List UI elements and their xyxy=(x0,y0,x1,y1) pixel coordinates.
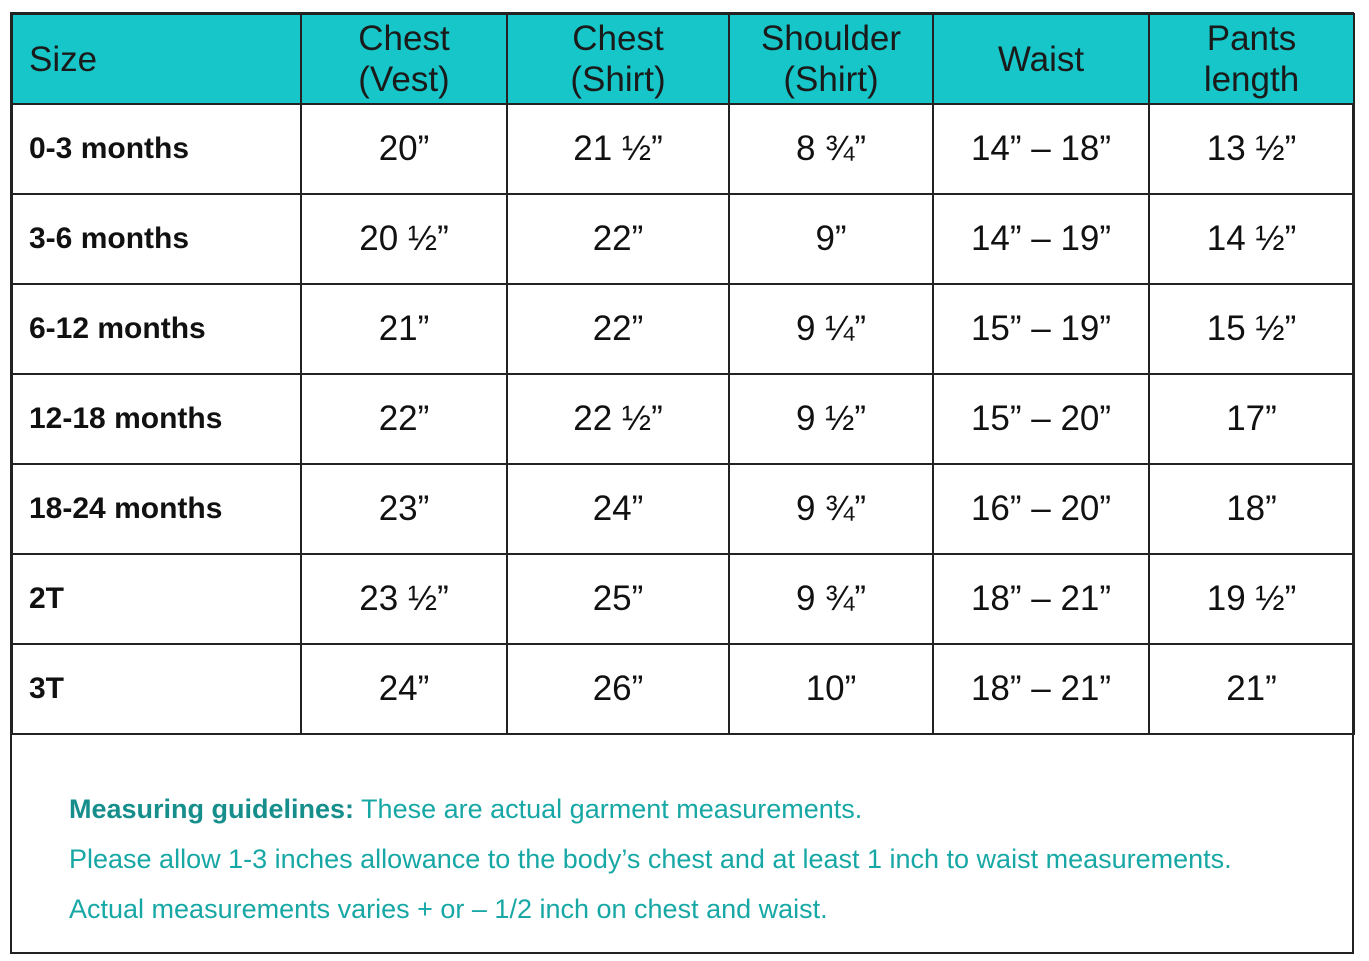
shoulder-cell: 9 ¾” xyxy=(729,554,933,644)
waist-cell: 15” – 20” xyxy=(933,374,1149,464)
table-row xyxy=(12,554,1354,644)
shoulder-cell: 8 ¾” xyxy=(729,104,933,194)
waist-cell: 14” – 18” xyxy=(933,104,1149,194)
header-waist xyxy=(933,14,1149,104)
chest-vest-cell: 23 ½” xyxy=(301,554,507,644)
chest-vest-cell: 21” xyxy=(301,284,507,374)
guideline-line-2: Please allow 1-3 inches allowance to the body’s chest and at least 1 inch to waist measurements. xyxy=(69,844,1232,874)
chest-shirt-cell: 26” xyxy=(507,644,729,734)
guideline-line-1 xyxy=(69,784,1232,834)
shoulder-cell: 9” xyxy=(729,194,933,284)
chest-shirt-cell: 22” xyxy=(507,284,729,374)
header-chest-shirt-line1: Chest xyxy=(572,19,664,58)
chest-vest-cell: 24” xyxy=(301,644,507,734)
size-cell: 18-24 months xyxy=(12,464,301,554)
guideline-label: Measuring guidelines: xyxy=(69,794,355,824)
chest-shirt-cell: 22 ½” xyxy=(507,374,729,464)
waist-cell: 14” – 19” xyxy=(933,194,1149,284)
size-table xyxy=(11,13,1355,735)
chest-shirt-cell: 21 ½” xyxy=(507,104,729,194)
header-shoulder-line2: (Shirt) xyxy=(783,60,879,99)
chest-shirt-cell: 25” xyxy=(507,554,729,644)
chest-vest-cell: 22” xyxy=(301,374,507,464)
table-row xyxy=(12,644,1354,734)
chest-shirt-cell: 22” xyxy=(507,194,729,284)
header-row xyxy=(12,14,1354,104)
waist-cell: 16” – 20” xyxy=(933,464,1149,554)
header-chest-vest xyxy=(301,14,507,104)
waist-cell: 18” – 21” xyxy=(933,644,1149,734)
table-row xyxy=(12,284,1354,374)
table-row xyxy=(12,104,1354,194)
header-chest-shirt-line2: (Shirt) xyxy=(570,60,666,99)
waist-cell: 15” – 19” xyxy=(933,284,1149,374)
waist-cell: 18” – 21” xyxy=(933,554,1149,644)
header-chest-shirt xyxy=(507,14,729,104)
chest-shirt-cell: 24” xyxy=(507,464,729,554)
table-row xyxy=(12,464,1354,554)
chest-vest-cell: 20” xyxy=(301,104,507,194)
pants-length-cell: 19 ½” xyxy=(1149,554,1354,644)
header-size xyxy=(12,14,301,104)
header-pants-line2: length xyxy=(1203,60,1300,99)
table-row xyxy=(12,374,1354,464)
size-cell: 3T xyxy=(12,644,301,734)
header-chest-vest-line2: (Vest) xyxy=(358,60,450,99)
header-size-label: Size xyxy=(29,39,98,79)
header-waist-label: Waist xyxy=(997,39,1085,79)
chest-vest-cell: 20 ½” xyxy=(301,194,507,284)
shoulder-cell: 9 ½” xyxy=(729,374,933,464)
measuring-guidelines xyxy=(69,784,1232,934)
header-pants-line1: Pants xyxy=(1206,19,1297,58)
header-chest-vest-line1: Chest xyxy=(358,19,450,58)
shoulder-cell: 10” xyxy=(729,644,933,734)
shoulder-cell: 9 ¾” xyxy=(729,464,933,554)
pants-length-cell: 18” xyxy=(1149,464,1354,554)
size-cell: 12-18 months xyxy=(12,374,301,464)
size-cell: 3-6 months xyxy=(12,194,301,284)
shoulder-cell: 9 ¼” xyxy=(729,284,933,374)
guideline-line-3: Actual measurements varies + or – 1/2 inch on chest and waist. xyxy=(69,894,828,924)
size-cell: 0-3 months xyxy=(12,104,301,194)
chest-vest-cell: 23” xyxy=(301,464,507,554)
pants-length-cell: 15 ½” xyxy=(1149,284,1354,374)
header-shoulder-line1: Shoulder xyxy=(760,19,902,58)
pants-length-cell: 14 ½” xyxy=(1149,194,1354,284)
header-pants-length xyxy=(1149,14,1354,104)
pants-length-cell: 17” xyxy=(1149,374,1354,464)
pants-length-cell: 13 ½” xyxy=(1149,104,1354,194)
table-row xyxy=(12,194,1354,284)
pants-length-cell: 21” xyxy=(1149,644,1354,734)
guideline-text-1: These are actual garment measurements. xyxy=(354,794,863,824)
size-chart xyxy=(10,12,1354,954)
header-shoulder-shirt xyxy=(729,14,933,104)
size-cell: 6-12 months xyxy=(12,284,301,374)
size-cell: 2T xyxy=(12,554,301,644)
